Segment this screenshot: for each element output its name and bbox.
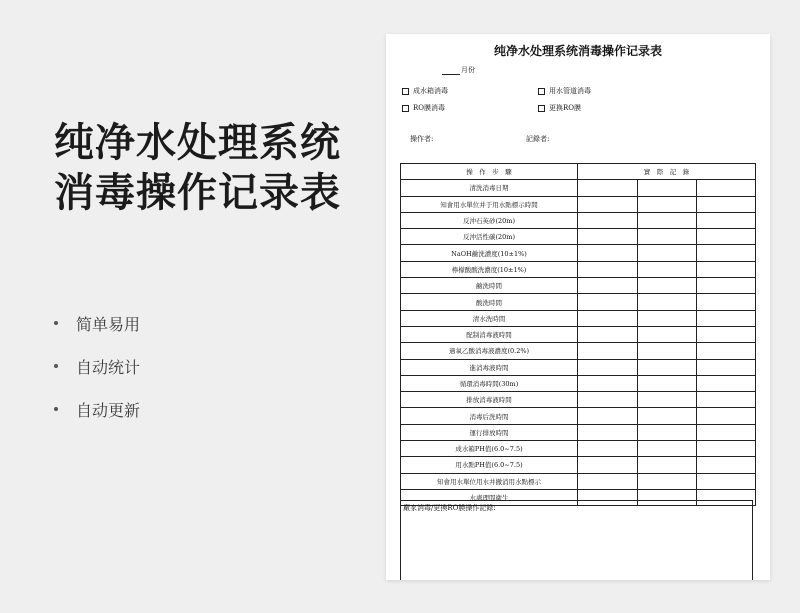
record-cell[interactable] [697,180,756,196]
bullet-icon [54,407,58,411]
record-cell[interactable] [578,229,638,245]
record-cell[interactable] [697,229,756,245]
option-label: 用水管道消毒 [549,87,591,95]
table-row [401,212,756,228]
record-cell[interactable] [697,278,756,294]
record-cell[interactable] [697,196,756,212]
record-cell[interactable] [638,392,697,408]
step-cell: 清水洗時間 [401,310,578,326]
record-cell[interactable] [578,375,638,391]
step-cell: 用水點PH值(6.0~7.5) [401,457,578,473]
bullet-icon [54,364,58,368]
header-steps: 操 作 步 驟 [401,164,578,180]
record-cell[interactable] [578,294,638,310]
table-row [401,278,756,294]
table-row [401,343,756,359]
record-cell[interactable] [578,180,638,196]
checkbox-icon [402,88,409,95]
record-cell[interactable] [638,294,697,310]
record-cell[interactable] [697,245,756,261]
table-row [401,359,756,375]
table-row [401,229,756,245]
record-cell[interactable] [697,294,756,310]
record-cell[interactable] [697,441,756,457]
step-cell: 運行排放時間 [401,424,578,440]
option-label: RO膜消毒 [413,104,446,112]
record-cell[interactable] [638,278,697,294]
feature-item [54,312,140,334]
record-cell[interactable] [697,212,756,228]
checkbox-icon [402,105,409,112]
bullet-icon [54,321,58,325]
record-cell[interactable] [638,359,697,375]
record-cell[interactable] [578,392,638,408]
table-row [401,245,756,261]
step-cell: 知會用水單位并于用水點標示時間 [401,196,578,212]
record-cell[interactable] [638,343,697,359]
record-cell[interactable] [697,310,756,326]
record-cell[interactable] [697,359,756,375]
record-cell[interactable] [697,424,756,440]
notes-box [400,500,753,580]
record-cell[interactable] [638,245,697,261]
step-cell: 反沖活性碳(20m) [401,229,578,245]
record-cell[interactable] [578,424,638,440]
record-cell[interactable] [578,441,638,457]
record-cell[interactable] [697,343,756,359]
month-blank [442,74,460,75]
table-row [401,310,756,326]
feature-label: 自动统计 [76,357,141,377]
checkbox-icon [538,88,545,95]
record-cell[interactable] [697,392,756,408]
record-cell[interactable] [578,245,638,261]
document-title: 纯净水处理系统消毒操作记录表 [493,44,662,58]
step-cell: 反沖石英砂(20m) [401,212,578,228]
record-cell[interactable] [638,326,697,342]
step-cell: 酸洗時間 [401,294,578,310]
record-cell[interactable] [697,473,756,489]
record-cell[interactable] [578,457,638,473]
record-cell[interactable] [578,310,638,326]
step-cell: 循環消毒時間(30m) [401,375,578,391]
table-header-row [401,164,756,180]
step-cell: 成水箱PH值(6.0~7.5) [401,441,578,457]
record-cell[interactable] [638,375,697,391]
option-label: 成水箱消毒 [413,87,448,95]
table-row [401,375,756,391]
record-cell[interactable] [638,457,697,473]
step-cell: 水處理間衛生 [401,489,578,505]
option-ro-disinfection [402,103,445,113]
record-cell[interactable] [578,473,638,489]
record-cell[interactable] [697,408,756,424]
promo-title-line-1: 纯净水处理系统 [54,120,341,166]
option-tank-disinfection [402,86,448,96]
step-cell: 鹼洗時間 [401,278,578,294]
record-cell[interactable] [578,343,638,359]
operator-label: 操作者: [410,135,434,143]
option-ro-replace [538,103,581,113]
table-row [401,196,756,212]
promo-title [54,118,341,218]
table-row [401,408,756,424]
step-cell: NaOH鹼洗濃度(10±1%) [401,245,578,261]
record-cell[interactable] [578,278,638,294]
table-row [401,180,756,196]
record-cell[interactable] [697,457,756,473]
month-field [442,65,475,75]
step-cell: 清洗消毒日期 [401,180,578,196]
record-table [400,163,756,506]
record-cell[interactable] [578,359,638,375]
step-cell: 配制消毒液時間 [401,326,578,342]
feature-item [54,398,140,420]
record-cell[interactable] [638,196,697,212]
header-records: 實 際 記 錄 [578,164,756,180]
record-cell[interactable] [638,212,697,228]
table-row [401,473,756,489]
record-cell[interactable] [578,408,638,424]
step-cell: 消毒后洗時間 [401,408,578,424]
table-row [401,261,756,277]
table-row [401,457,756,473]
record-cell[interactable] [638,424,697,440]
record-cell[interactable] [638,408,697,424]
recorder-label: 記錄者: [526,135,550,143]
feature-label: 简单易用 [76,314,141,334]
table-row [401,441,756,457]
feature-item [54,355,140,377]
record-cell[interactable] [578,212,638,228]
record-cell[interactable] [638,441,697,457]
record-cell[interactable] [638,229,697,245]
record-cell[interactable] [638,473,697,489]
checkbox-icon [538,105,545,112]
record-cell[interactable] [638,310,697,326]
record-cell[interactable] [578,196,638,212]
option-label: 更换RO膜 [549,104,582,112]
step-cell: 知會用水單位用水并撤消用水點標示 [401,473,578,489]
step-cell: 排放消毒液時間 [401,392,578,408]
option-pipe-disinfection [538,86,591,96]
record-cell[interactable] [697,375,756,391]
promo-title-line-2: 消毒操作记录表 [54,170,341,216]
record-cell[interactable] [578,326,638,342]
step-cell: 過氧乙酸消毒液濃度(0.2%) [401,343,578,359]
step-cell: 檸檬酸酸洗濃度(10±1%) [401,261,578,277]
document-preview [386,34,770,580]
table-row [401,424,756,440]
record-cell[interactable] [697,261,756,277]
record-cell[interactable] [638,261,697,277]
step-cell: 進消毒液時間 [401,359,578,375]
month-label: 月份 [461,66,475,74]
table-row [401,392,756,408]
table-row [401,294,756,310]
record-cell[interactable] [578,261,638,277]
feature-label: 自动更新 [76,400,141,420]
record-cell[interactable] [697,326,756,342]
feature-list [54,312,140,441]
table-row [401,326,756,342]
notes-label: 廠家消毒/更換RO膜操作記錄: [403,504,496,512]
record-cell[interactable] [638,180,697,196]
